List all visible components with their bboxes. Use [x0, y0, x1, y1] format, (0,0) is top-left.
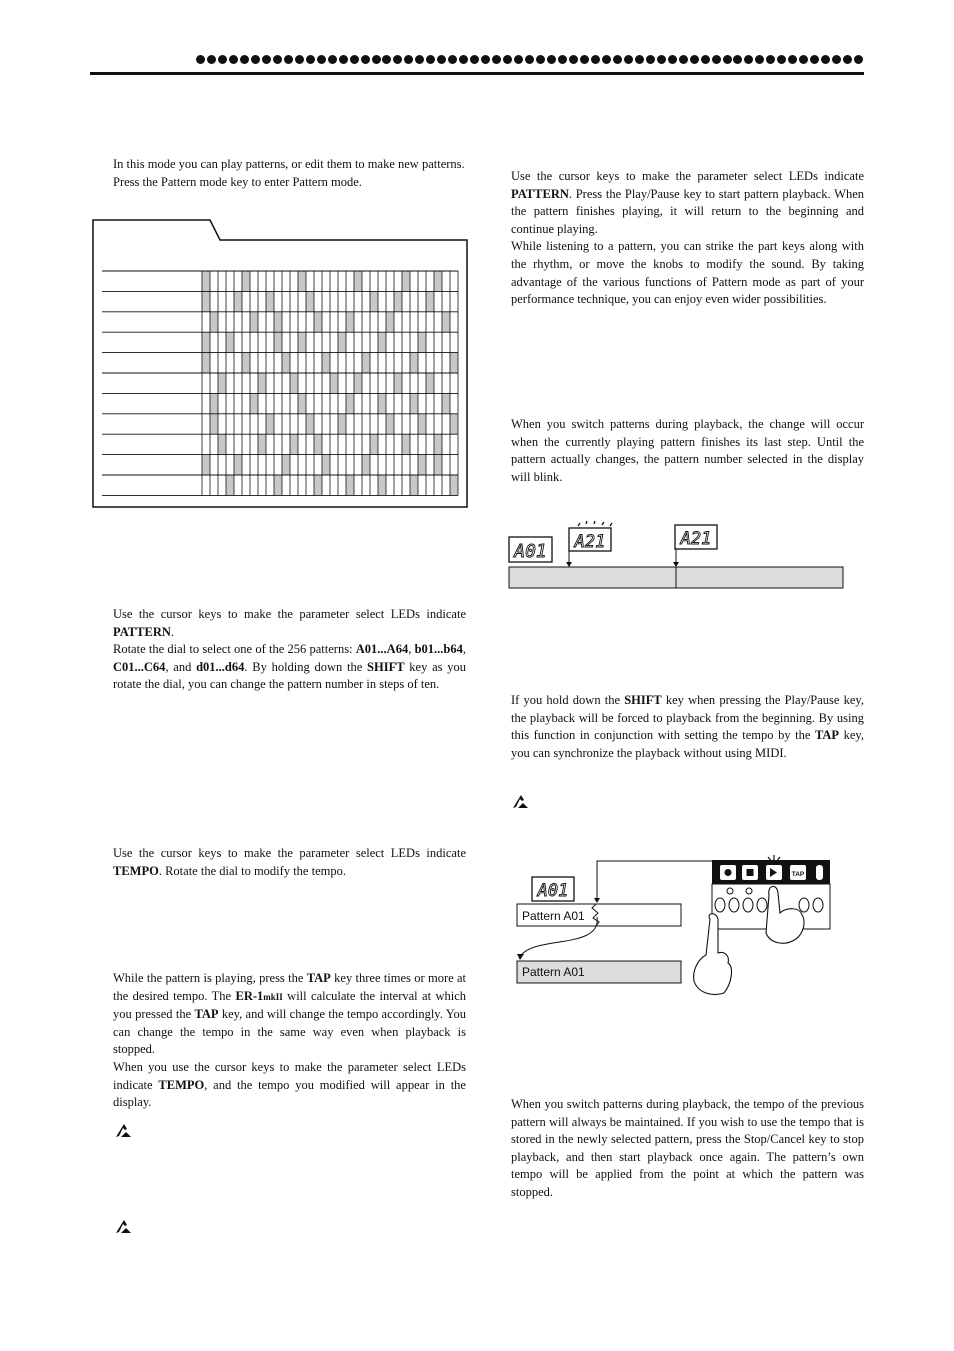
tempo-term: TEMPO	[113, 863, 159, 878]
header-dot	[492, 55, 501, 64]
header-dot	[580, 55, 589, 64]
header-dot	[788, 55, 797, 64]
header-dot	[755, 55, 764, 64]
tap-term: TAP	[306, 971, 331, 985]
header-dot	[393, 55, 402, 64]
header-dot	[602, 55, 611, 64]
header-dot	[448, 55, 457, 64]
text-span: While the pattern is playing, press the	[113, 971, 307, 985]
header-dot	[229, 55, 238, 64]
bank-c-range: C01...C64	[113, 659, 166, 674]
pattern-box-label-2: Pattern A01	[522, 965, 585, 979]
header-dot	[306, 55, 315, 64]
header-dot	[350, 55, 359, 64]
model-name: ER-1	[235, 988, 264, 1003]
lcd-display-a21-blinking	[569, 521, 612, 552]
header-dot	[503, 55, 512, 64]
text-span: Use the cursor keys to make the parameter select LEDs indicate	[113, 846, 466, 860]
lcd-text: A21	[680, 529, 712, 549]
text-span: If you hold down the	[511, 693, 625, 707]
header-dot	[426, 55, 435, 64]
text-span: Use the cursor keys to make the parameter select LEDs indicate	[113, 607, 466, 621]
header-dot	[613, 55, 622, 64]
text-span: Use the cursor keys to make the parameter select LEDs indicate	[511, 169, 864, 183]
pattern-box-label-1: Pattern A01	[522, 909, 585, 923]
shift-term: SHIFT	[624, 693, 662, 707]
bank-d-range: d01...d64	[196, 659, 245, 674]
header-dot	[514, 55, 523, 64]
text-span: Rotate the dial to select one of the 256 patterns:	[113, 642, 356, 657]
enter-mode-text: Press the Pattern mode key to enter Pattern mode.	[113, 174, 362, 189]
text-span: . Rotate the dial to modify the tempo.	[158, 863, 346, 878]
tap-term: TAP	[814, 728, 840, 743]
header-dot	[657, 55, 666, 64]
playback-paragraph	[511, 168, 864, 309]
shift-term: SHIFT	[367, 659, 405, 674]
caution-icon	[114, 1121, 134, 1139]
header-dot	[679, 55, 688, 64]
header-dot	[766, 55, 775, 64]
header-dot	[569, 55, 578, 64]
intro-paragraph	[113, 156, 466, 191]
header-dot	[723, 55, 732, 64]
header-dot	[404, 55, 413, 64]
header-dot	[196, 55, 205, 64]
header-dot	[361, 55, 370, 64]
header-dot	[744, 55, 753, 64]
pattern-grid-figure	[92, 218, 470, 510]
header-dot	[777, 55, 786, 64]
header-dot	[470, 55, 479, 64]
header-dot	[317, 55, 326, 64]
header-dot	[481, 55, 490, 64]
text-span: key when pressing the Play/Pause key, the playback will be forced to playback from the beginning. By using this function in conjunction with setting the tempo by the	[511, 693, 864, 743]
text-span: key three times or more at the desired tempo. The	[113, 971, 467, 1003]
intro-text: In this mode you can play patterns, or edit them to make new patterns.	[113, 157, 465, 171]
switch-text: When you switch patterns during playback, the change will occur when the currently playing pattern finishes its last step. Until the pattern actually changes, the pattern number selected in the display will blink.	[511, 417, 864, 484]
header-dot	[591, 55, 600, 64]
text-span: key as you rotate the dial, you can change the pattern number in steps of ten.	[113, 659, 466, 692]
header-dot	[635, 55, 644, 64]
header-dot	[295, 55, 304, 64]
tempo-maintained-paragraph	[511, 1096, 864, 1202]
header-dot	[273, 55, 282, 64]
text-span: When you use the cursor keys to make the parameter select LEDs indicate	[113, 1059, 466, 1092]
header-dot	[810, 55, 819, 64]
header-dot	[712, 55, 721, 64]
select-pattern-paragraph	[113, 606, 466, 694]
tempo-maintained-text: When you switch patterns during playback, the tempo of the previous pattern will always be maintained. If you wish to use the tempo that is stored in the newly selected pattern, press the Stop/Cancel key to stop playback, and then start playback once again. The pattern’s own tempo will be applied from the point at which the pattern was stopped.	[511, 1097, 864, 1199]
header-dot	[207, 55, 216, 64]
pattern-term: PATTERN	[511, 186, 569, 201]
header-dot	[240, 55, 249, 64]
header-dot	[733, 55, 742, 64]
header-dot	[415, 55, 424, 64]
header-dot	[536, 55, 545, 64]
text-span: ,	[462, 642, 466, 657]
model-suffix: mkII	[263, 991, 283, 1002]
text-span: , and the tempo you modified will appear in the display.	[113, 1077, 466, 1110]
header-dot-row	[196, 53, 864, 67]
performance-text: While listening to a pattern, you can strike the part keys along with the rhythm, or move the knobs to modify the sound. By taking advantage of the various functions of Pattern mode as part of your performance technique, you can enjoy even wider possibilities.	[511, 239, 864, 307]
header-dot	[832, 55, 841, 64]
header-dot	[821, 55, 830, 64]
header-dot	[218, 55, 227, 64]
header-rule	[90, 72, 864, 75]
text-span: key, you can synchronize the playback without using MIDI.	[511, 728, 864, 760]
lcd-text: A01	[514, 541, 547, 562]
header-dot	[558, 55, 567, 64]
shift-play-paragraph	[511, 692, 864, 762]
lcd-display-a01	[509, 537, 552, 562]
tap-term: TAP	[194, 1007, 219, 1022]
lcd-text: A21	[574, 532, 606, 552]
header-dot	[547, 55, 556, 64]
header-dot	[459, 55, 468, 64]
tempo-paragraph	[113, 845, 466, 880]
header-dot	[668, 55, 677, 64]
bank-b-range: b01...b64	[414, 642, 463, 657]
header-dot	[646, 55, 655, 64]
text-span: ,	[408, 642, 415, 657]
header-dot	[339, 55, 348, 64]
text-span: key, and will change the tempo accordingly. You can change the tempo in the same way even when playback is stopped.	[113, 1007, 466, 1057]
pattern-step-grid	[102, 271, 458, 495]
pattern-change-figure	[506, 518, 848, 592]
tap-tempo-paragraph	[113, 970, 466, 1112]
text-span: , and	[165, 659, 197, 674]
caution-icon	[511, 792, 531, 810]
text-span: . Press the Play/Pause key to start pattern playback. When the pattern finishes playing, it will return to the beginning and continue playing.	[511, 186, 864, 236]
bank-a-range: A01...A64	[355, 642, 409, 657]
header-dot	[690, 55, 699, 64]
header-dot	[251, 55, 260, 64]
pattern-term: PATTERN	[113, 624, 171, 639]
header-dot	[328, 55, 337, 64]
header-dot	[854, 55, 863, 64]
header-dot	[624, 55, 633, 64]
switch-pattern-paragraph	[511, 416, 864, 486]
tap-key-label: TAP	[791, 871, 805, 878]
header-dot	[701, 55, 710, 64]
header-dot	[262, 55, 271, 64]
header-dot	[799, 55, 808, 64]
text-span: . By holding down the	[244, 659, 368, 674]
text-span: .	[170, 624, 174, 639]
lcd-display-a01	[532, 877, 574, 901]
caution-icon	[114, 1217, 134, 1235]
text-span: will calculate the interval at which you pressed the	[113, 988, 466, 1022]
header-dot	[843, 55, 852, 64]
lcd-display-a21	[675, 525, 717, 549]
header-dot	[525, 55, 534, 64]
header-dot	[284, 55, 293, 64]
header-dot	[437, 55, 446, 64]
tempo-term: TEMPO	[158, 1077, 205, 1092]
header-dot	[372, 55, 381, 64]
header-dot	[382, 55, 391, 64]
lcd-text: A01	[537, 881, 569, 901]
